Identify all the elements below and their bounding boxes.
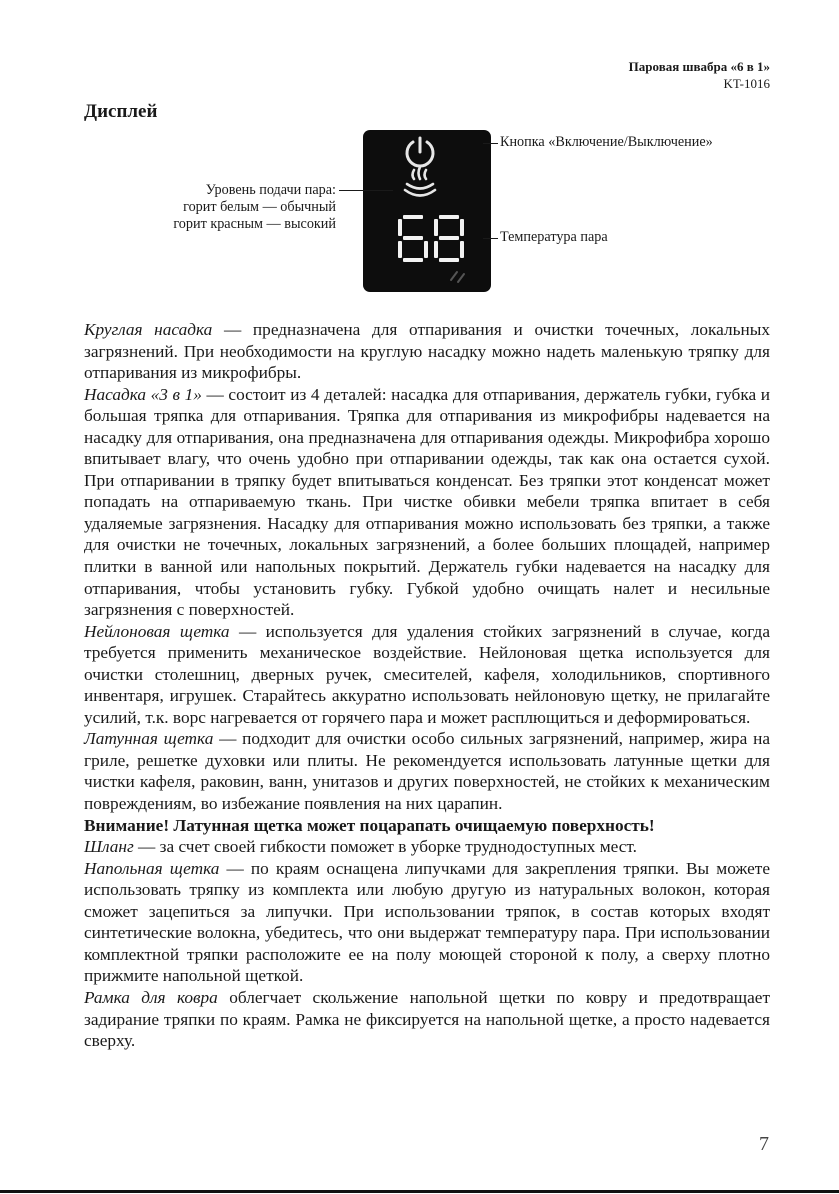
paragraph-text: — за счет своей гибкости поможет в уборке труднодоступных мест.: [133, 837, 637, 857]
paragraph: [84, 836, 770, 858]
temperature-leader-line: [483, 238, 498, 239]
page-number: 7: [759, 1133, 769, 1155]
paragraph: [84, 815, 770, 837]
paragraph-text: — подходит для очистки особо сильных загрязнений, например, жира на гриле, решетке духовки или плиты. Не рекомендуется использовать латунные щетки для чистки кафеля, раковин, ванн, унитазов и других поверхностей, не стойких к механическим повреждениям, во избежание появления на них царапин.: [84, 729, 770, 814]
temperature-digits: [398, 215, 464, 262]
paragraph-text: — предназначена для отпаривания и очистки точечных, локальных загрязнений. При необходимости на круглую насадку можно надеть маленькую тряпку для отпаривания из микрофибры.: [84, 320, 770, 383]
temperature-label: Температура пара: [500, 229, 608, 245]
paragraph-text: — по краям оснащена липучками для закрепления тряпки. Вы можете использовать тряпку из комплекта или любую другую из натуральных волокон, которая сможет зацепиться за липучки. При использовании тряпок, в состав которых входят синтетические волокна, убедитесь, что они выдержат температуру пара. При использовании комплектной тряпки расположите ее на полу моющей стороной к полу, а сверху плотно прижмите напольной щеткой.: [84, 858, 771, 986]
paragraph-lead: Круглая насадка: [84, 320, 213, 339]
power-button-label: Кнопка «Включение/Выключение»: [500, 134, 713, 150]
paragraph-lead: Латунная щетка: [84, 729, 214, 749]
section-title: Дисплей: [84, 101, 158, 122]
running-header: [629, 58, 770, 92]
paragraph-text: Внимание! Латунная щетка может поцарапать очищаемую поверхность!: [84, 815, 655, 835]
display-panel: [363, 130, 491, 292]
product-title: Паровая швабра «6 в 1»: [628, 59, 770, 74]
display-graphic: [363, 130, 491, 292]
paragraph-lead: Напольная щетка: [84, 858, 220, 878]
power-leader-line: [483, 143, 498, 144]
steam-white-label: горит белым — обычный: [183, 199, 336, 215]
paragraph-text: облегчает скольжение напольной щетки по ковру и предотвращает задирание тряпки по краям. Рамка не фиксируется на напольной щетке, а просто надевается сверху.: [84, 987, 770, 1051]
steam-red-label: горит красным — высокий: [173, 216, 336, 232]
power-icon: [407, 138, 433, 166]
paragraph: [84, 728, 770, 814]
body-text: [84, 319, 770, 1052]
paragraph-lead: Рамка для ковра: [84, 987, 218, 1007]
glare-marks: [451, 272, 464, 282]
paragraph-lead: Шланг: [84, 837, 134, 857]
paragraph-text: — используется для удаления стойких загрязнений в случае, когда требуется применить механическое воздействие. Нейлоновая щетка используется для очистки столешниц, дверных ручек, смесителей, кафеля, холодильников, спортивного инвентаря, игрушек. Старайтесь аккуратно использовать нейлоновую щетку, не прилагайте усилий, т.к. ворс нагревается от горячего пара и может расплющиться и деформироваться.: [84, 621, 770, 727]
paragraph: [84, 987, 770, 1052]
steam-level-callout: [140, 182, 336, 233]
bottom-rule: [0, 1190, 839, 1193]
steam-leader-line: [339, 190, 393, 191]
steam-level-icon: [405, 167, 435, 196]
paragraph: [84, 319, 770, 384]
model-number: KT-1016: [723, 76, 770, 91]
paragraph-text: — состоит из 4 деталей: насадка для отпаривания, держатель губки, губка и большая тряпка для отпаривания. Тряпка для отпаривания из микрофибры надевается на насадку для отпаривания, она предназначена для отпаривания одежды. Микрофибра хорошо впитывает влагу, что очень удобно при отпаривании одежды, так как она остается сухой. При отпаривании в тряпку будет впитываться конденсат. Без тряпки этот конденсат может попадать на отпариваемую ткань. При чистке обивки мебели тряпка впитает в себя удаляемые загрязнения. Насадку для отпаривания можно использовать без тряпки, а также для очистки не точечных, локальных загрязнений, а более больших площадей, например плитки в ванной или напольных покрытий. Держатель губки надевается на насадку для отпаривания, чтобы установить губку. Губкой удобно очищать налет и несильные загрязнения с поверхностей.: [84, 384, 770, 620]
paragraph-lead: Насадка «3 в 1»: [84, 384, 202, 404]
steam-level-label: Уровень подачи пара:: [205, 182, 336, 198]
paragraph: [84, 384, 770, 621]
paragraph: [84, 858, 770, 987]
paragraph-lead: Нейлоновая щетка: [84, 621, 230, 641]
paragraph: [84, 621, 770, 729]
